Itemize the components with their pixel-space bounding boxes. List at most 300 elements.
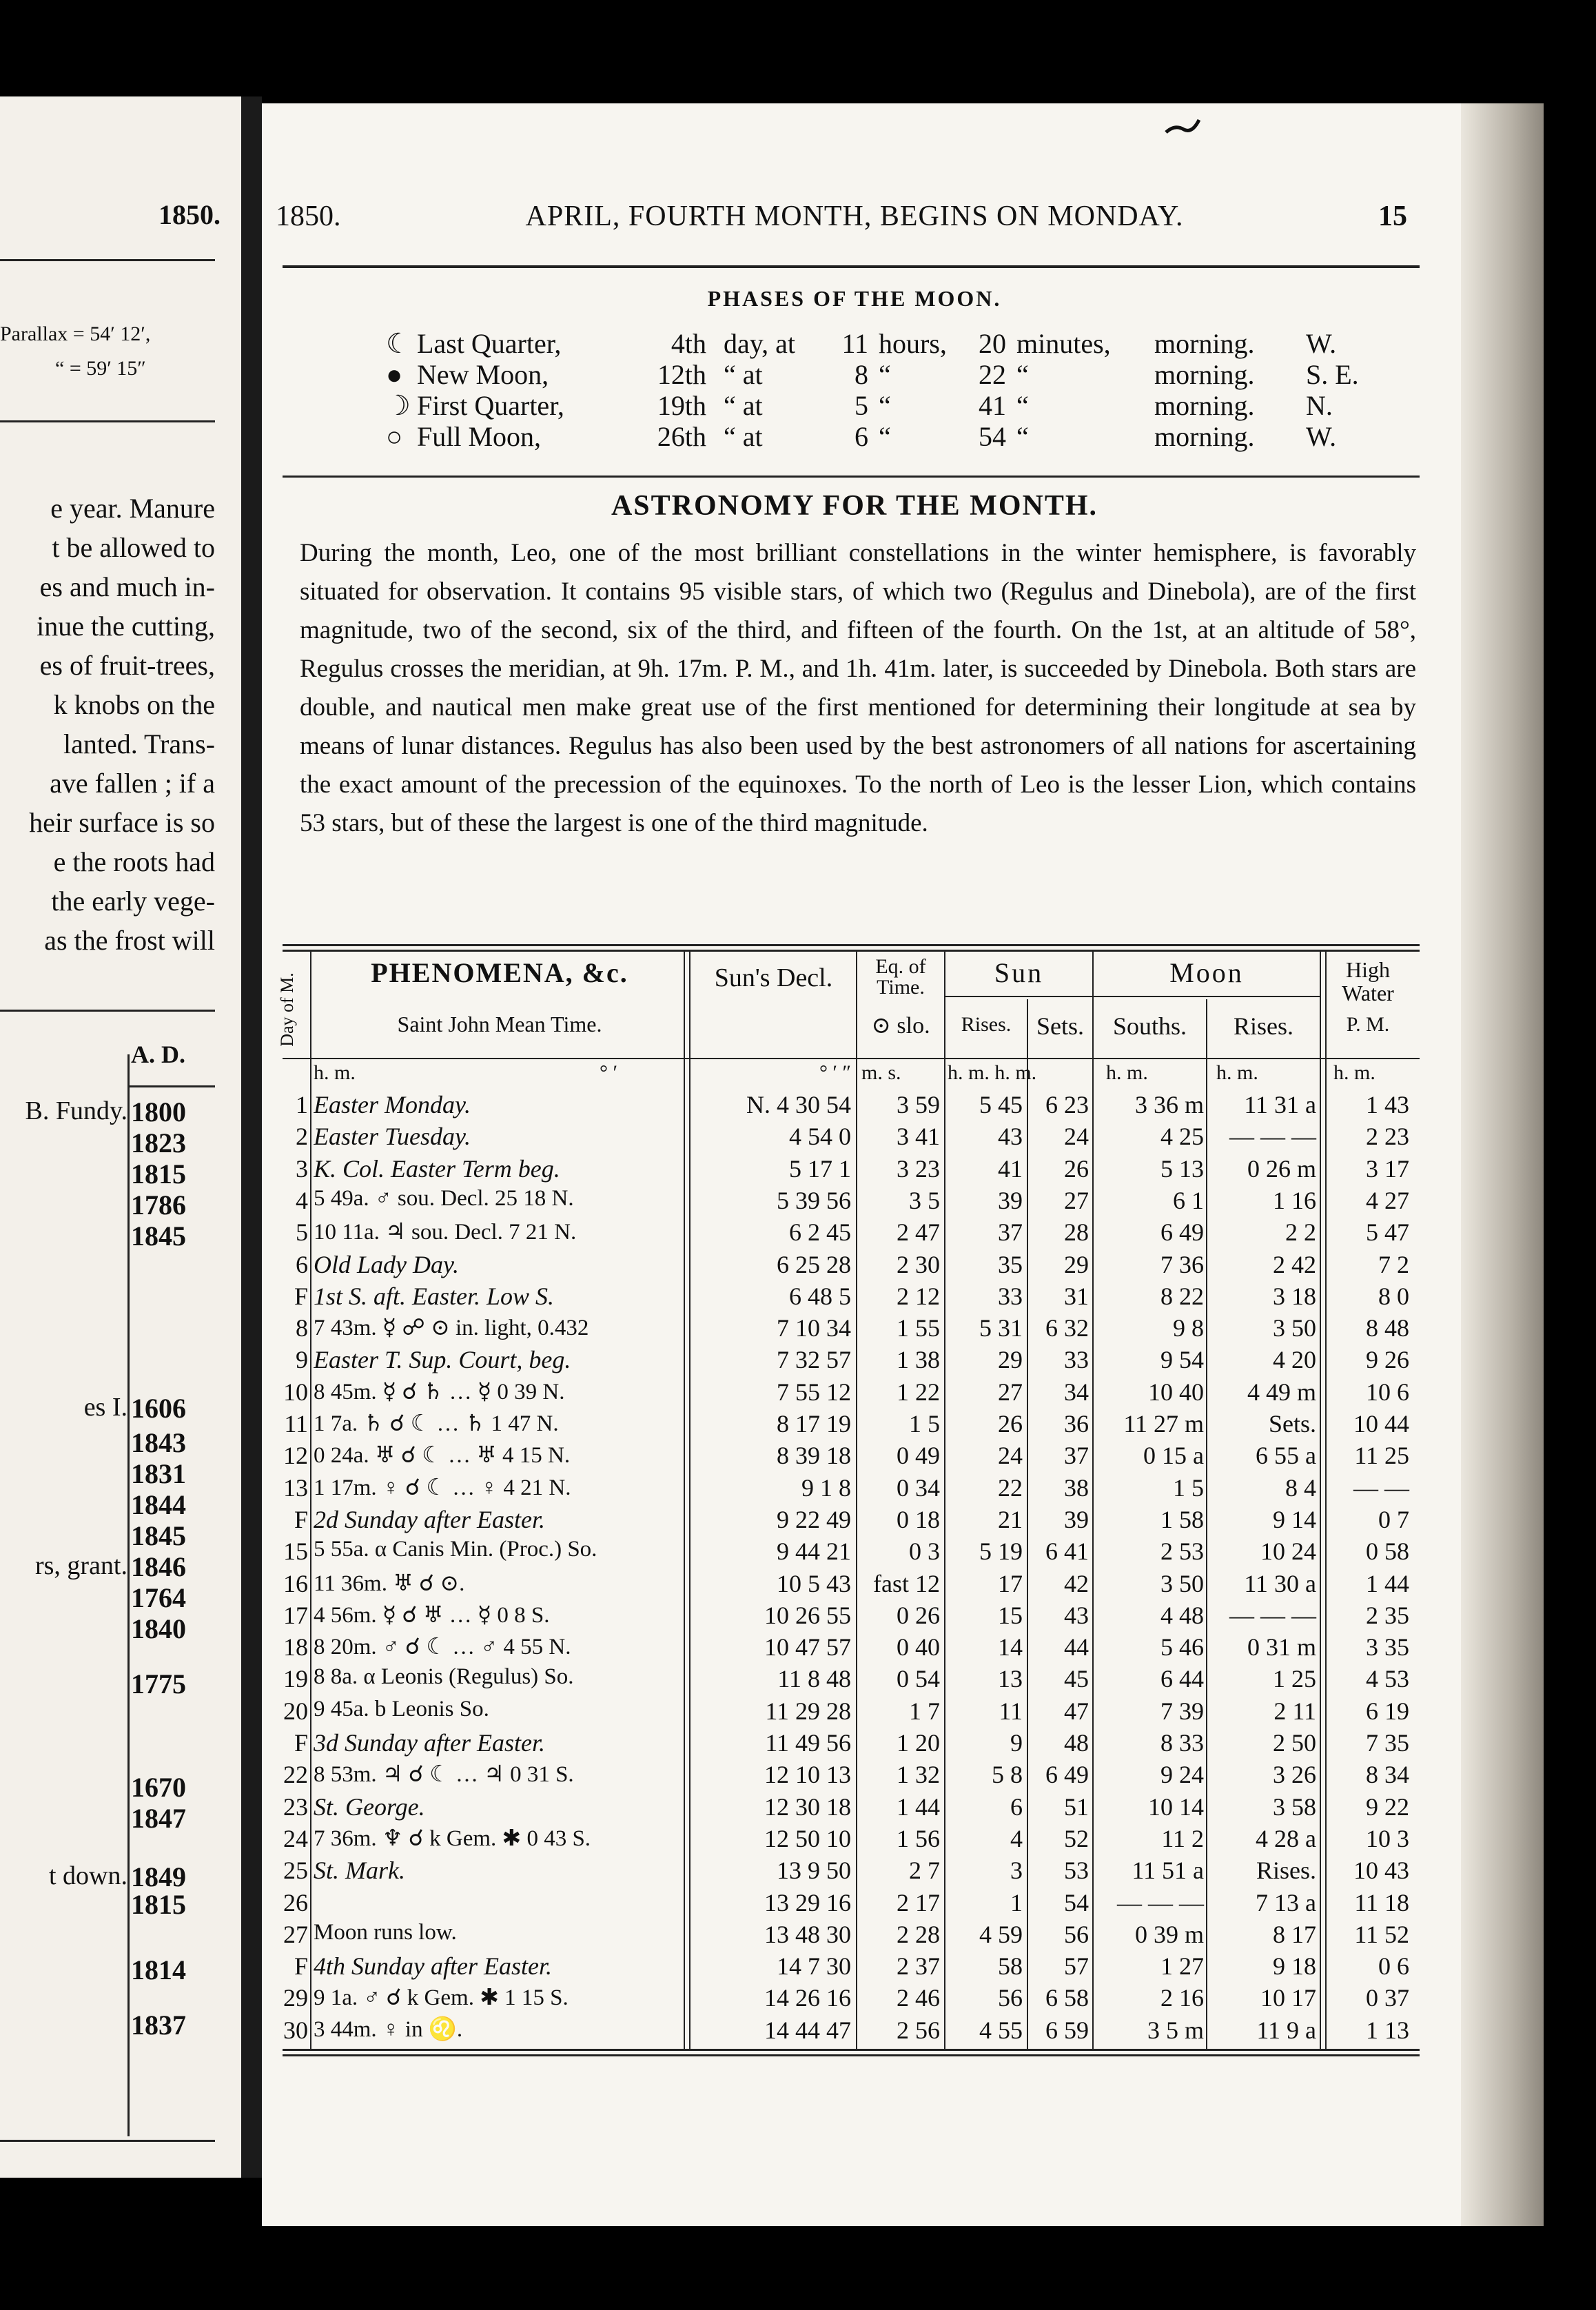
high-water-cell: 3 35 — [1366, 1633, 1409, 1662]
phenomena-cell: 3d Sunday after Easter. — [314, 1729, 545, 1757]
sun-rises-cell: 4 — [1010, 1824, 1023, 1852]
event-year: 1800 — [131, 1096, 186, 1127]
event-year: 1847 — [131, 1803, 186, 1834]
sun-sets-cell: 31 — [1064, 1282, 1089, 1310]
phase-row — [386, 327, 1420, 359]
eq-time-cell: 0 54 — [897, 1665, 940, 1693]
left-page — [0, 96, 241, 2178]
phase-hour: 5 — [855, 390, 868, 421]
table-row — [262, 1856, 1433, 1887]
phenomena-cell: 2d Sunday after Easter. — [314, 1505, 545, 1533]
high-water-cell: 0 37 — [1366, 1984, 1409, 2012]
sun-decl-cell: 4 54 0 — [789, 1123, 851, 1151]
table-row — [262, 1409, 1433, 1440]
moon-souths-cell: — — — — [1117, 1888, 1204, 1917]
sun-decl-cell: 7 55 12 — [777, 1378, 851, 1406]
phase-date: 4th — [671, 328, 706, 359]
day-cell: 15 — [283, 1537, 308, 1566]
sun-rises-cell: 39 — [998, 1186, 1023, 1214]
phase-minute-label: “ — [1016, 390, 1029, 421]
day-cell: 1 — [296, 1091, 308, 1118]
phase-minute: 22 — [979, 359, 1006, 390]
sun-sets-cell: 28 — [1064, 1218, 1089, 1247]
day-cell: 4 — [296, 1186, 308, 1214]
moon-souths-cell: 6 49 — [1160, 1218, 1204, 1247]
moon-souths-cell: 9 8 — [1173, 1314, 1204, 1342]
sun-decl-cell: 8 17 19 — [777, 1410, 851, 1438]
eq-time-cell: 1 20 — [897, 1729, 940, 1757]
sun-sets-cell: 34 — [1064, 1378, 1089, 1406]
sun-decl-cell: 14 26 16 — [764, 1984, 851, 2012]
moon-souths-cell: 10 14 — [1148, 1792, 1204, 1821]
event-year: 1844 — [131, 1489, 186, 1520]
high-water-cell: 2 35 — [1366, 1601, 1409, 1629]
phase-time: morning. — [1154, 421, 1255, 452]
moon-souths-cell: 1 58 — [1160, 1505, 1204, 1533]
phase-wind: W. — [1306, 328, 1337, 359]
left-year-divider — [127, 1054, 130, 2136]
phase-hour: 6 — [855, 421, 868, 452]
sun-sets-cell: 56 — [1064, 1920, 1089, 1948]
phenomena-cell: 11 36m. ♅ ☌ ⊙. — [314, 1571, 465, 1596]
moon-souths-cell: 4 48 — [1160, 1601, 1204, 1629]
moon-rises-cell: 3 50 — [1273, 1314, 1316, 1342]
phenomena-cell: 5 49a. ♂ sou. Decl. 25 18 N. — [314, 1185, 574, 1211]
sun-decl-cell: 7 32 57 — [777, 1346, 851, 1374]
phase-minute-label: minutes, — [1016, 328, 1111, 359]
event-year: 1815 — [131, 1158, 186, 1189]
moon-phase-icon: ☾ — [386, 328, 411, 359]
phenomena-cell: Old Lady Day. — [314, 1250, 459, 1278]
eq-time-cell: 1 56 — [897, 1824, 940, 1852]
event-year: 1786 — [131, 1189, 186, 1220]
high-water-cell: 0 6 — [1378, 1952, 1409, 1981]
sun-decl-cell: 7 10 34 — [777, 1314, 851, 1342]
phase-hour-label: “ — [879, 390, 891, 421]
phase-day: day, at — [724, 328, 796, 359]
day-cell: 16 — [283, 1569, 308, 1597]
table-row — [262, 1122, 1433, 1153]
table-row — [262, 1537, 1433, 1568]
sun-sets-cell: 39 — [1064, 1505, 1089, 1533]
table-row — [262, 1983, 1433, 2014]
high-water-cell: 7 2 — [1378, 1250, 1409, 1278]
phenomena-cell: 3 44m. ♀ in ♌. — [314, 2016, 463, 2042]
left-text-line: es and much in- — [39, 571, 215, 602]
event-year: 1814 — [131, 1954, 186, 1985]
unit-eq: m. s. — [861, 1061, 901, 1084]
phase-name: First Quarter, — [417, 390, 564, 421]
moon-rises-cell: 1 16 — [1273, 1186, 1316, 1214]
phases-rule — [283, 476, 1420, 478]
unit-hw: h. m. — [1333, 1061, 1375, 1084]
phenomena-cell: 4th Sunday after Easter. — [314, 1952, 552, 1981]
sun-decl-cell: 14 7 30 — [777, 1952, 851, 1981]
phase-row — [386, 420, 1420, 452]
ink-mark-icon — [1165, 117, 1206, 135]
moon-souths-cell: 5 46 — [1160, 1633, 1204, 1662]
moon-souths-cell: 9 24 — [1160, 1761, 1204, 1789]
eq-time-cell: 2 30 — [897, 1250, 940, 1278]
event-year: 1843 — [131, 1427, 186, 1458]
eq-time-cell: 1 44 — [897, 1792, 940, 1821]
day-cell: 20 — [283, 1697, 308, 1725]
eq-time-cell: 3 23 — [897, 1154, 940, 1183]
event-label: t down. — [49, 1861, 127, 1890]
eq-time-cell: 2 17 — [897, 1888, 940, 1917]
sun-rises-header: Rises. — [961, 1013, 1012, 1036]
phase-hour-label: hours, — [879, 328, 947, 359]
sun-rises-cell: 17 — [998, 1569, 1023, 1597]
unit-moon-rises: h. m. — [1216, 1061, 1258, 1084]
table-rule-top — [283, 950, 1420, 952]
sun-decl-cell: 10 26 55 — [764, 1601, 851, 1629]
phenomena-cell: 7 43m. ☿ ☍ ⊙ in. light, 0.432 — [314, 1316, 589, 1341]
phase-minute: 54 — [979, 421, 1006, 452]
high-water-cell: 10 6 — [1366, 1378, 1409, 1406]
moon-souths-cell: 6 1 — [1173, 1186, 1204, 1214]
day-cell: 12 — [283, 1442, 308, 1470]
phenomena-cell: 0 24a. ♅ ☌ ☾ … ♅ 4 15 N. — [314, 1443, 571, 1469]
left-text-line: e year. Manure — [50, 493, 215, 524]
high-water-cell: 0 7 — [1378, 1505, 1409, 1533]
moon-souths-cell: 8 22 — [1160, 1282, 1204, 1310]
moon-phase-icon: ☽ — [386, 390, 411, 421]
eq-time-cell: 1 5 — [909, 1410, 940, 1438]
sun-rises-cell: 22 — [998, 1473, 1023, 1502]
high-water-cell: 1 44 — [1366, 1569, 1409, 1597]
moon-rises-cell: 6 55 a — [1256, 1442, 1316, 1470]
phase-hour: 11 — [841, 328, 868, 359]
sun-rises-cell: 15 — [998, 1601, 1023, 1629]
sun-rises-cell: 1 — [1010, 1888, 1023, 1917]
header-rule — [283, 265, 1420, 268]
sun-rises-cell: 5 19 — [979, 1537, 1023, 1566]
phenomena-cell: 4 56m. ☿ ☌ ♅ … ☿ 0 8 S. — [314, 1602, 550, 1628]
sun-sets-header: Sets. — [1036, 1012, 1084, 1040]
table-rule-bottom — [283, 2049, 1420, 2051]
day-cell: 22 — [283, 1761, 308, 1789]
moon-souths-cell: 1 27 — [1160, 1952, 1204, 1981]
sun-sets-cell: 27 — [1064, 1186, 1089, 1214]
sun-sets-cell: 51 — [1064, 1792, 1089, 1821]
high-water-header: High Water — [1342, 957, 1394, 1005]
phenomena-cell: St. George. — [314, 1792, 425, 1821]
day-cell: 25 — [283, 1857, 308, 1885]
sun-decl-cell: 9 44 21 — [777, 1537, 851, 1566]
sun-sets-cell: 48 — [1064, 1729, 1089, 1757]
high-water-cell: 3 17 — [1366, 1154, 1409, 1183]
phenomena-cell: St. Mark. — [314, 1857, 405, 1885]
phenomena-cell: 8 20m. ♂ ☌ ☾ … ♂ 4 55 N. — [314, 1635, 571, 1660]
moon-rises-cell: 4 20 — [1273, 1346, 1316, 1374]
phase-minute-label: “ — [1016, 421, 1029, 452]
day-cell: F — [294, 1282, 308, 1310]
sun-rises-cell: 4 55 — [979, 2016, 1023, 2044]
almanac-page — [262, 103, 1544, 2226]
high-water-cell: 6 19 — [1366, 1697, 1409, 1725]
sun-rises-cell: 56 — [998, 1984, 1023, 2012]
moon-souths-cell: 1 5 — [1173, 1473, 1204, 1502]
eq-time-cell: 1 38 — [897, 1346, 940, 1374]
moon-souths-cell: 10 40 — [1148, 1378, 1204, 1406]
sun-decl-header: Sun's Decl. — [714, 963, 833, 992]
moon-rises-cell: Rises. — [1256, 1857, 1316, 1885]
sun-sets-cell: 24 — [1064, 1123, 1089, 1151]
day-cell: 26 — [283, 1888, 308, 1917]
table-row — [262, 1824, 1433, 1855]
event-year: 1775 — [131, 1668, 186, 1699]
high-water-cell: 11 18 — [1354, 1888, 1409, 1917]
eq-time-cell: 2 12 — [897, 1282, 940, 1310]
moon-souths-cell: 3 36 m — [1134, 1091, 1204, 1118]
moon-rises-cell: 2 11 — [1273, 1697, 1316, 1725]
high-water-cell: 8 48 — [1366, 1314, 1409, 1342]
table-row — [262, 1154, 1433, 1185]
event-year: 1845 — [131, 1220, 186, 1251]
phenomena-cell: Easter Tuesday. — [314, 1123, 471, 1151]
phenomena-cell: 8 45m. ☿ ☌ ♄ … ☿ 0 39 N. — [314, 1379, 565, 1404]
unit-ph: h. m. — [314, 1061, 356, 1084]
sun-decl-cell: 12 50 10 — [764, 1824, 851, 1852]
unit-souths: h. m. — [1106, 1061, 1148, 1084]
sun-sets-cell: 45 — [1064, 1665, 1089, 1693]
moon-rises-header: Rises. — [1233, 1012, 1293, 1040]
table-row — [262, 1473, 1433, 1504]
high-water-cell: 11 52 — [1354, 1920, 1409, 1948]
day-cell: 23 — [283, 1792, 308, 1821]
parallax-line: “ = 59′ 15″ — [55, 357, 146, 380]
phenomena-header: PHENOMENA, &c. — [371, 957, 628, 988]
phase-day: “ at — [724, 390, 763, 421]
high-water-cell: 9 22 — [1366, 1792, 1409, 1821]
sun-sets-cell: 43 — [1064, 1601, 1089, 1629]
left-text-line: as the frost will — [44, 925, 215, 956]
event-year: 1845 — [131, 1520, 186, 1551]
moon-rises-cell: 7 13 a — [1256, 1888, 1316, 1917]
sun-sets-cell: 54 — [1064, 1888, 1089, 1917]
moon-header-rule — [1094, 996, 1320, 997]
moon-rises-cell: 8 17 — [1273, 1920, 1316, 1948]
moon-rises-cell: 11 31 a — [1244, 1091, 1316, 1118]
high-water-cell: 8 34 — [1366, 1761, 1409, 1789]
table-row — [262, 1664, 1433, 1695]
phenomena-cell: Easter Monday. — [314, 1091, 471, 1118]
sun-decl-cell: N. 4 30 54 — [746, 1091, 851, 1118]
moon-rises-cell: 2 2 — [1285, 1218, 1316, 1247]
left-text-line: heir surface is so — [29, 807, 215, 838]
phase-day: “ at — [724, 421, 763, 452]
phase-row — [386, 389, 1420, 421]
table-row — [262, 1760, 1433, 1791]
sun-rises-cell: 14 — [998, 1633, 1023, 1662]
sun-decl-cell: 10 47 57 — [764, 1633, 851, 1662]
moon-rises-cell: 2 50 — [1273, 1729, 1316, 1757]
sun-rises-cell: 29 — [998, 1346, 1023, 1374]
moon-souths-cell: 3 50 — [1160, 1569, 1204, 1597]
astronomy-title: ASTRONOMY FOR THE MONTH. — [611, 490, 1098, 522]
phase-date: 19th — [657, 390, 706, 421]
table-header-rule — [283, 1058, 1420, 1059]
moon-rises-cell: 8 4 — [1285, 1473, 1316, 1502]
moon-rises-cell: Sets. — [1268, 1410, 1316, 1438]
moon-souths-cell: 4 25 — [1160, 1123, 1204, 1151]
table-rule-bottom — [283, 2054, 1420, 2056]
high-water-cell: 10 44 — [1353, 1410, 1409, 1438]
moon-souths-cell: 6 44 — [1160, 1665, 1204, 1693]
sun-rises-cell: 4 59 — [979, 1920, 1023, 1948]
sun-decl-cell: 12 10 13 — [764, 1761, 851, 1789]
page-number: 15 — [1378, 201, 1407, 232]
sun-decl-cell: 11 8 48 — [777, 1665, 851, 1693]
event-year: 1815 — [131, 1889, 186, 1920]
sun-decl-cell: 5 17 1 — [789, 1154, 851, 1183]
sun-decl-cell: 13 9 50 — [777, 1857, 851, 1885]
sun-rises-cell: 37 — [998, 1218, 1023, 1247]
day-cell: 8 — [296, 1314, 308, 1342]
sun-sets-cell: 52 — [1064, 1824, 1089, 1852]
eq-time-cell: 2 37 — [897, 1952, 940, 1981]
day-cell: 29 — [283, 1984, 308, 2012]
event-label: B. Fundy. — [25, 1096, 127, 1125]
phase-time: morning. — [1154, 390, 1255, 421]
day-cell: 2 — [296, 1123, 308, 1151]
sun-rises-cell: 41 — [998, 1154, 1023, 1183]
moon-souths-cell: 11 2 — [1161, 1824, 1204, 1852]
moon-souths-cell: 0 15 a — [1143, 1442, 1204, 1470]
sun-sets-cell: 44 — [1064, 1633, 1089, 1662]
phase-name: Last Quarter, — [417, 328, 562, 359]
moon-souths-cell: 2 53 — [1160, 1537, 1204, 1566]
sun-decl-cell: 13 48 30 — [764, 1920, 851, 1948]
phase-name: New Moon, — [417, 359, 549, 390]
eq-time-cell: 3 59 — [897, 1091, 940, 1118]
day-cell: 19 — [283, 1665, 308, 1693]
sun-decl-cell: 14 44 47 — [764, 2016, 851, 2044]
sun-sets-cell: 26 — [1064, 1154, 1089, 1183]
moon-rises-cell: — — — — [1229, 1601, 1316, 1629]
eq-time-cell: 0 34 — [897, 1473, 940, 1502]
sun-decl-cell: 11 49 56 — [765, 1729, 851, 1757]
sun-sets-cell: 6 59 — [1045, 2016, 1089, 2044]
eq-time-cell: 2 46 — [897, 1984, 940, 2012]
phase-minute-label: “ — [1016, 359, 1029, 390]
phase-hour-label: “ — [879, 421, 891, 452]
phase-wind: S. E. — [1306, 359, 1359, 390]
sun-sets-cell: 57 — [1064, 1952, 1089, 1981]
phase-minute: 20 — [979, 328, 1006, 359]
day-cell: F — [294, 1729, 308, 1757]
header-year: 1850. — [276, 201, 341, 232]
phenomena-cell: 9 1a. ♂ ☌ k Gem. ✱ 1 15 S. — [314, 1985, 569, 2011]
sun-decl-cell: 8 39 18 — [777, 1442, 851, 1470]
moon-rises-cell: 1 25 — [1273, 1665, 1316, 1693]
phases-title: PHASES OF THE MOON. — [707, 286, 1002, 311]
moon-phase-icon: ● — [386, 359, 403, 390]
phenomena-cell: 1 17m. ♀ ☌ ☾ … ♀ 4 21 N. — [314, 1475, 571, 1500]
left-rule — [0, 2140, 215, 2142]
astronomy-text: During the month, Leo, one of the most brilliant constellations in the winter hemisphere, is favorably situated for observation. It contains 95 visible stars, of which two (Regulus and Dinebola), are of the first magnitude, two of the second, six of the third, and fifteen of the fourth. On the 1st, at an altitude of 58°, Regulus crosses the meridian, at 9h. 17m. P. M., and 1h. 41m. later, is succeeded by Dinebola. Both stars are double, and nautical men make great use of the first mentioned for determining their longitude at sea by means of lunar distances. Regulus has also been used by the best astronomers of all nations for ascertaining the exact amount of the precession of the equinoxes. To the north of Leo is the lesser Lion, which contains 53 stars, but of these the largest is one of the third magnitude. — [300, 539, 1416, 837]
table-row — [262, 1250, 1433, 1281]
event-year: 1840 — [131, 1613, 186, 1644]
eq-time-cell: 2 28 — [897, 1920, 940, 1948]
sun-sets-cell: 36 — [1064, 1410, 1089, 1438]
moon-rises-cell: — — — — [1229, 1123, 1316, 1151]
table-row — [262, 1569, 1433, 1600]
sun-rises-cell: 3 — [1010, 1857, 1023, 1885]
sun-decl-cell: 12 30 18 — [764, 1792, 851, 1821]
sun-rises-cell: 33 — [998, 1282, 1023, 1310]
moon-souths-cell: 2 16 — [1160, 1984, 1204, 2012]
eq-time-cell: 2 7 — [909, 1857, 940, 1885]
table-row — [262, 1090, 1433, 1121]
phase-time: morning. — [1154, 359, 1255, 390]
sun-decl-cell: 5 39 56 — [777, 1186, 851, 1214]
moon-souths-cell: 9 54 — [1160, 1346, 1204, 1374]
moon-souths-cell: 7 36 — [1160, 1250, 1204, 1278]
table-row — [262, 1792, 1433, 1823]
moon-rises-cell: 9 18 — [1273, 1952, 1316, 1981]
eq-time-cell: 2 47 — [897, 1218, 940, 1247]
sun-decl-cell: 9 1 8 — [801, 1473, 851, 1502]
eq-time-cell: 0 40 — [897, 1633, 940, 1662]
sun-sets-cell: 38 — [1064, 1473, 1089, 1502]
book-spine — [241, 96, 262, 2178]
sun-decl-cell: 6 48 5 — [789, 1282, 851, 1310]
day-cell: 30 — [283, 2016, 308, 2044]
table-row — [262, 2016, 1433, 2047]
table-row — [262, 1505, 1433, 1536]
units-row — [262, 1061, 1433, 1092]
day-cell: 11 — [284, 1410, 308, 1438]
table-row — [262, 1282, 1433, 1313]
left-text-line: the early vege- — [51, 886, 215, 917]
day-cell: 3 — [296, 1154, 308, 1183]
day-header: Day of M. — [277, 972, 297, 1047]
sun-header: Sun — [994, 957, 1044, 988]
phase-hour-label: “ — [879, 359, 891, 390]
moon-rises-cell: 4 49 m — [1247, 1378, 1316, 1406]
sun-sets-cell: 47 — [1064, 1697, 1089, 1725]
phenomena-cell: Moon runs low. — [314, 1919, 457, 1945]
day-cell: 17 — [283, 1601, 308, 1629]
eq-time-cell: 3 5 — [909, 1186, 940, 1214]
eq-time-cell: 1 55 — [897, 1314, 940, 1342]
phase-time: morning. — [1154, 328, 1255, 359]
phase-row — [386, 358, 1420, 390]
left-rule — [0, 1010, 215, 1012]
high-water-subheader: P. M. — [1346, 1013, 1390, 1036]
phenomena-cell: K. Col. Easter Term beg. — [314, 1154, 560, 1183]
sun-sets-cell: 37 — [1064, 1442, 1089, 1470]
left-rule — [0, 259, 215, 261]
sun-rises-cell: 35 — [998, 1250, 1023, 1278]
high-water-cell: — — — [1353, 1473, 1409, 1502]
eq-time-subheader: ⊙ slo. — [871, 1013, 930, 1039]
eq-time-cell: 1 7 — [909, 1697, 940, 1725]
sun-rises-cell: 9 — [1010, 1729, 1023, 1757]
high-water-cell: 4 53 — [1366, 1665, 1409, 1693]
left-text-line: k knobs on the — [53, 689, 215, 720]
sun-rises-cell: 11 — [999, 1697, 1023, 1725]
phenomena-cell: 1 7a. ♄ ☌ ☾ … ♄ 1 47 N. — [314, 1411, 559, 1436]
eq-time-cell: 1 22 — [897, 1378, 940, 1406]
phase-day: “ at — [724, 359, 763, 390]
table-row — [262, 1601, 1433, 1632]
moon-souths-cell: 0 39 m — [1134, 1920, 1204, 1948]
moon-rises-cell: 3 18 — [1273, 1282, 1316, 1310]
sun-sets-cell: 29 — [1064, 1250, 1089, 1278]
